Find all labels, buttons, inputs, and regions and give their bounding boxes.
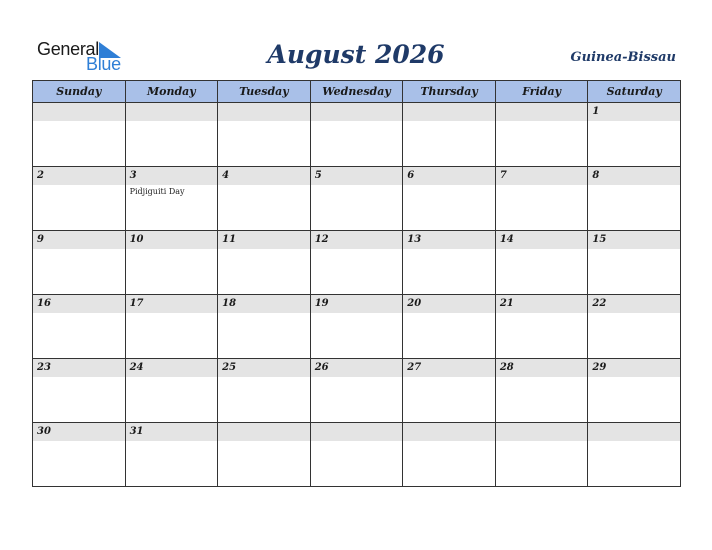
day-number: 22 [592,298,607,309]
day-number: 20 [407,298,422,309]
day-number: 17 [129,298,144,309]
weekday-wednesday: Wednesday [310,81,403,103]
weekday-monday: Monday [125,81,218,103]
day-cell [495,231,588,295]
weekday-saturday: Saturday [588,81,681,103]
day-number: 30 [37,426,51,437]
day-cell [218,167,311,231]
day-number: 2 [37,170,44,181]
day-cell [495,167,588,231]
day-number: 16 [37,298,51,309]
day-cell [310,295,403,359]
day-number: 21 [499,298,514,309]
day-number: 23 [37,362,51,373]
day-cell [33,359,126,423]
day-cell [125,423,218,487]
day-cell [403,295,496,359]
logo-blue-text: Blue [86,54,121,74]
week-row [33,295,681,359]
day-cell [218,231,311,295]
day-cell [403,359,496,423]
day-number: 8 [592,170,600,181]
weekday-thursday: Thursday [403,81,496,103]
day-cell [125,167,218,231]
weekday-tuesday: Tuesday [218,81,311,103]
week-row [33,167,681,231]
day-cell [403,103,496,167]
day-cell [588,231,681,295]
day-cell [218,359,311,423]
day-number: 25 [222,362,237,373]
day-cell [495,359,588,423]
day-number: 10 [129,234,144,245]
day-cell [310,167,403,231]
day-number: 31 [129,426,144,437]
day-cell [33,167,126,231]
day-number: 24 [129,362,144,373]
country-name: Guinea-Bissau [570,50,676,65]
day-cell [310,231,403,295]
day-cell [495,103,588,167]
day-cell [310,423,403,487]
week-row [33,423,681,487]
day-cell [218,423,311,487]
day-cell [310,103,403,167]
day-cell [588,167,681,231]
day-number: 7 [499,170,507,181]
day-number: 27 [407,362,422,373]
day-number: 11 [222,234,237,245]
day-cell [125,295,218,359]
day-number: 29 [592,362,607,373]
day-cell [33,103,126,167]
day-cell [310,359,403,423]
day-cell [33,231,126,295]
day-cell [403,423,496,487]
weekday-sunday: Sunday [33,81,126,103]
day-number: 18 [222,298,237,309]
day-cell [125,103,218,167]
day-cell [125,231,218,295]
day-number: 4 [222,170,230,181]
week-row [33,231,681,295]
day-number: 26 [314,362,329,373]
day-number: 9 [37,234,44,245]
day-number: 3 [129,170,137,181]
weekday-friday: Friday [495,81,588,103]
day-number: 12 [314,234,329,245]
week-row [33,103,681,167]
day-cell [403,231,496,295]
day-number: 13 [407,234,422,245]
day-cell [588,103,681,167]
day-number: 19 [314,298,329,309]
logo-general-text: General [37,39,99,59]
day-cell [218,103,311,167]
day-number: 15 [592,234,607,245]
day-cell [588,359,681,423]
day-number: 28 [499,362,514,373]
weekday-header-row [33,81,681,103]
day-cell [33,295,126,359]
day-number: 1 [592,106,600,117]
day-cell [125,359,218,423]
day-cell [403,167,496,231]
calendar-title: August 2026 [267,40,445,69]
day-cell [495,423,588,487]
holiday-label: Pidjiguiti Day [129,187,185,196]
day-cell [588,295,681,359]
calendar-grid [32,80,681,487]
day-number: 5 [314,170,322,181]
week-row [33,359,681,423]
day-number: 6 [407,170,415,181]
day-cell [495,295,588,359]
day-number: 14 [499,234,514,245]
day-cell [33,423,126,487]
day-cell [218,295,311,359]
day-cell [588,423,681,487]
